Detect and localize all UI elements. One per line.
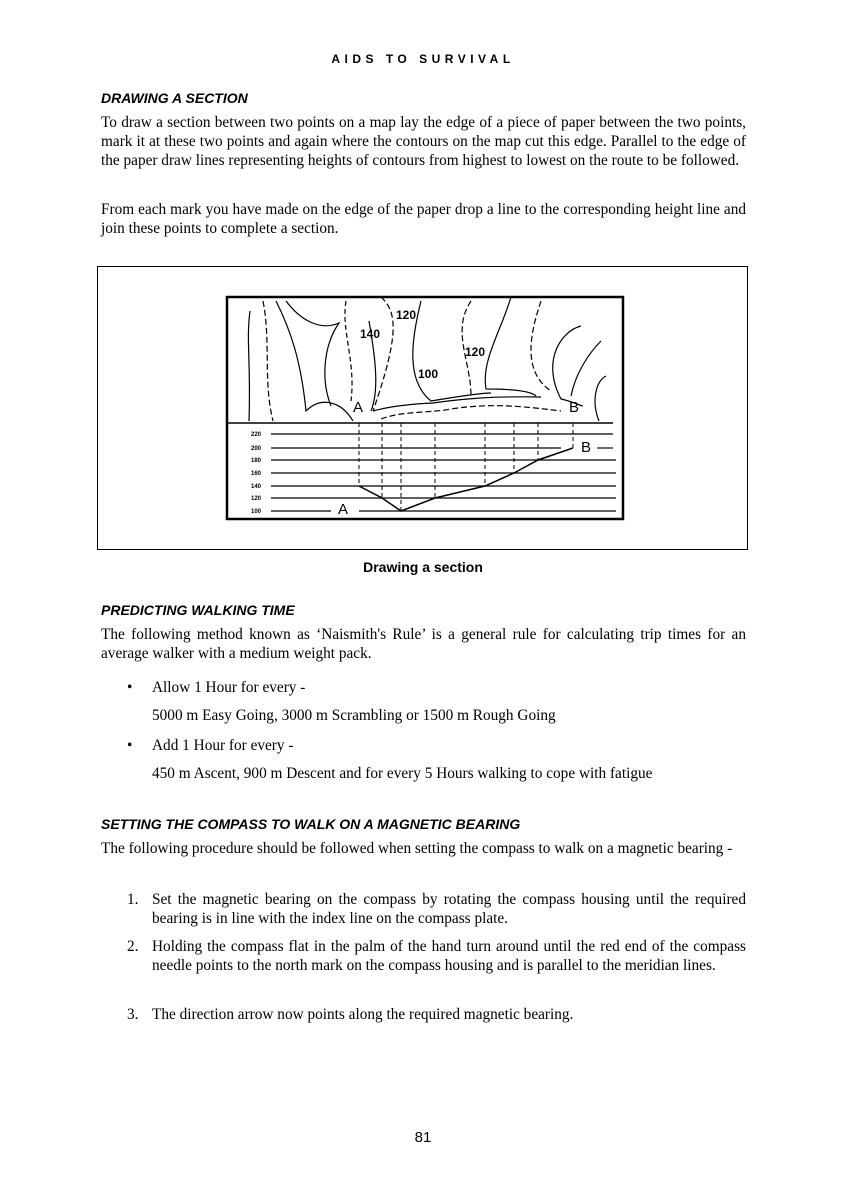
height-label: 160 (251, 471, 262, 477)
section-diagram (98, 267, 749, 551)
step-number: 2. (127, 938, 139, 955)
paragraph: From each mark you have made on the edge of the paper drop a line to the corresponding height line and join these points to complete a section. (101, 201, 746, 237)
height-lines (227, 423, 616, 511)
contour-label: 120 (396, 308, 417, 322)
height-label: 200 (251, 446, 262, 452)
bullet-icon: • (127, 737, 133, 754)
step-number: 1. (127, 891, 139, 908)
step-number: 3. (127, 1006, 139, 1023)
height-label: 120 (251, 496, 262, 502)
step-text: The direction arrow now points along the required magnetic bearing. (152, 1006, 574, 1023)
point-b-map: B (569, 399, 580, 416)
paragraph: The following procedure should be followed when setting the compass to walk on a magnetic bearing - (101, 840, 733, 857)
bullet-label: Add 1 Hour for every - (152, 737, 294, 754)
height-label: 180 (251, 458, 262, 464)
height-label: 100 (251, 509, 262, 515)
bullet-detail: 450 m Ascent, 900 m Descent and for every 5 Hours walking to cope with fatigue (152, 765, 653, 782)
contour-lines (248, 297, 606, 421)
height-label: 140 (251, 484, 262, 490)
contour-label: 100 (418, 367, 439, 381)
point-a-map: A (353, 399, 364, 416)
point-a-section: A (338, 501, 349, 518)
paragraph: The following method known as ‘Naismith's Rule’ is a general rule for calculating trip times for an average walker with a medium weight pack. (101, 626, 746, 662)
point-b-section: B (581, 439, 592, 456)
section-profile (359, 448, 573, 511)
step-text: Set the magnetic bearing on the compass by rotating the compass housing until the required bearing is in line with the index line on the compass plate. (152, 891, 746, 927)
figure-frame (97, 266, 748, 550)
section-heading: SETTING THE COMPASS TO WALK ON A MAGNETIC BEARING (101, 816, 521, 832)
running-header: AIDS TO SURVIVAL (331, 52, 515, 66)
height-label: 220 (251, 432, 262, 438)
bullet-label: Allow 1 Hour for every - (152, 679, 306, 696)
step-text: Holding the compass flat in the palm of the hand turn around until the red end of the compass needle points to the north mark on the compass housing and is parallel to the meridian lines. (152, 938, 746, 974)
bullet-detail: 5000 m Easy Going, 3000 m Scrambling or 1500 m Rough Going (152, 707, 556, 724)
paragraph: To draw a section between two points on a map lay the edge of a piece of paper between the two points, mark it at these two points and again where the contours on the map cut this edge. Parallel to the edge of the paper draw lines representing heights of contours from highest to lowest on the route to be followed. (101, 114, 746, 169)
figure-caption: Drawing a section (363, 559, 483, 575)
section-heading: PREDICTING WALKING TIME (101, 602, 295, 618)
contour-label: 120 (465, 345, 486, 359)
bullet-icon: • (127, 679, 133, 696)
page-number: 81 (414, 1129, 432, 1146)
section-heading: DRAWING A SECTION (101, 90, 248, 106)
contour-label: 140 (360, 327, 381, 341)
